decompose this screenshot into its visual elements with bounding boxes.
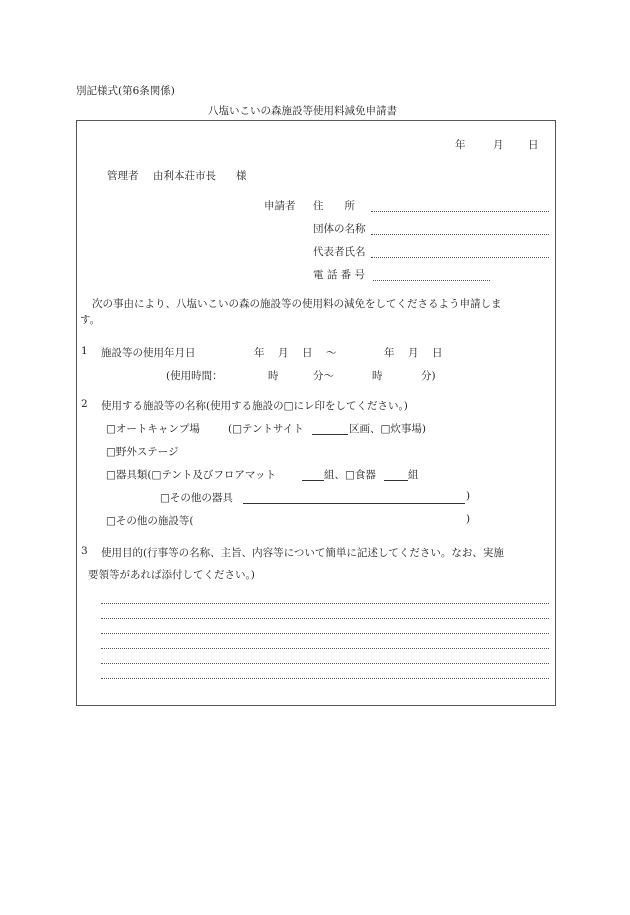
purpose-line-2[interactable] bbox=[101, 618, 549, 619]
section1-minute-tilde: 分〜 bbox=[313, 370, 334, 382]
date-month: 月 bbox=[493, 139, 504, 151]
date-year: 年 bbox=[455, 139, 466, 151]
checkbox-outdoor-stage[interactable]: □野外ステージ bbox=[106, 446, 179, 458]
purpose-line-1[interactable] bbox=[101, 603, 549, 604]
applicant-org-field[interactable] bbox=[371, 234, 549, 235]
applicant-rep-field[interactable] bbox=[371, 257, 549, 258]
tableware-unit: 組 bbox=[408, 469, 419, 481]
form-title: 八塩いこいの森施設等使用料減免申請書 bbox=[208, 105, 397, 117]
date-day: 日 bbox=[528, 139, 539, 151]
section1-hour-end: 時 bbox=[372, 370, 383, 382]
section1-day-start: 日 bbox=[302, 347, 313, 359]
checkbox-tableware[interactable]: 組、□食器 bbox=[324, 469, 376, 481]
applicant-address-label: 住 所 bbox=[313, 200, 355, 212]
purpose-line-4[interactable] bbox=[101, 648, 549, 649]
purpose-line-3[interactable] bbox=[101, 633, 549, 634]
applicant-org-label: 団体の名称 bbox=[313, 223, 366, 235]
applicant-phone-label: 電 話 番 号 bbox=[313, 269, 366, 281]
section1-time-open: (使用時間： bbox=[166, 370, 223, 382]
section1-label: 施設等の使用年月日 bbox=[101, 347, 196, 359]
purpose-line-5[interactable] bbox=[101, 663, 549, 664]
section3-line-1: 使用目的(行事等の名称、主旨、内容等について簡単に記述してください。なお、実施 bbox=[101, 547, 504, 559]
applicant-rep-label: 代表者氏名 bbox=[313, 246, 366, 258]
section1-tilde: 〜 bbox=[326, 347, 337, 359]
section1-day-end: 日 bbox=[432, 347, 443, 359]
addressee-honorific: 様 bbox=[236, 170, 247, 182]
section1-number: 1 bbox=[81, 345, 88, 357]
addressee-role: 管理者 bbox=[107, 170, 139, 182]
intro-line-1: 次の事由により、八塩いこいの森の施設等の使用料の減免をしてくださるよう申請しま bbox=[92, 298, 502, 310]
section2-label: 使用する施設等の名称(使用する施設の□にレ印をしてください。) bbox=[101, 400, 408, 412]
section3-number: 3 bbox=[81, 545, 88, 557]
purpose-line-6[interactable] bbox=[101, 678, 549, 679]
section1-month-start: 月 bbox=[278, 347, 289, 359]
section1-minute-close: 分) bbox=[421, 370, 436, 382]
checkbox-auto-camp[interactable]: □オートキャンプ場 bbox=[106, 423, 200, 435]
tent-site-count-field[interactable] bbox=[312, 434, 348, 435]
checkbox-tent-site[interactable]: (□テントサイト bbox=[228, 423, 304, 435]
addressee-name: 由利本荘市長 bbox=[153, 170, 216, 182]
section1-year-start: 年 bbox=[254, 347, 265, 359]
intro-line-2: す。 bbox=[80, 314, 101, 326]
applicant-phone-field[interactable] bbox=[373, 280, 490, 281]
checkbox-kitchen[interactable]: 区画、□炊事場) bbox=[349, 423, 427, 435]
checkbox-other-equipment[interactable]: □その他の器具 bbox=[160, 492, 233, 504]
other-equipment-close: ) bbox=[466, 490, 471, 502]
section1-month-end: 月 bbox=[408, 347, 419, 359]
section3-line-2: 要領等があれば添付してください。) bbox=[88, 569, 255, 581]
applicant-address-field[interactable] bbox=[371, 211, 549, 212]
other-equipment-field[interactable] bbox=[243, 503, 465, 504]
section1-hour-start: 時 bbox=[268, 370, 279, 382]
form-reference: 別記様式(第6条関係) bbox=[76, 85, 175, 97]
applicant-label: 申請者 bbox=[264, 200, 296, 212]
section2-number: 2 bbox=[81, 398, 88, 410]
section1-year-end: 年 bbox=[384, 347, 395, 359]
tableware-count-field[interactable] bbox=[384, 480, 408, 481]
checkbox-other-facility[interactable]: □その他の施設等( bbox=[106, 515, 194, 527]
checkbox-equipment[interactable]: □器具類(□テント及びフロアマット bbox=[106, 469, 276, 481]
tent-mat-count-field[interactable] bbox=[302, 480, 324, 481]
other-facility-close: ) bbox=[466, 513, 471, 525]
